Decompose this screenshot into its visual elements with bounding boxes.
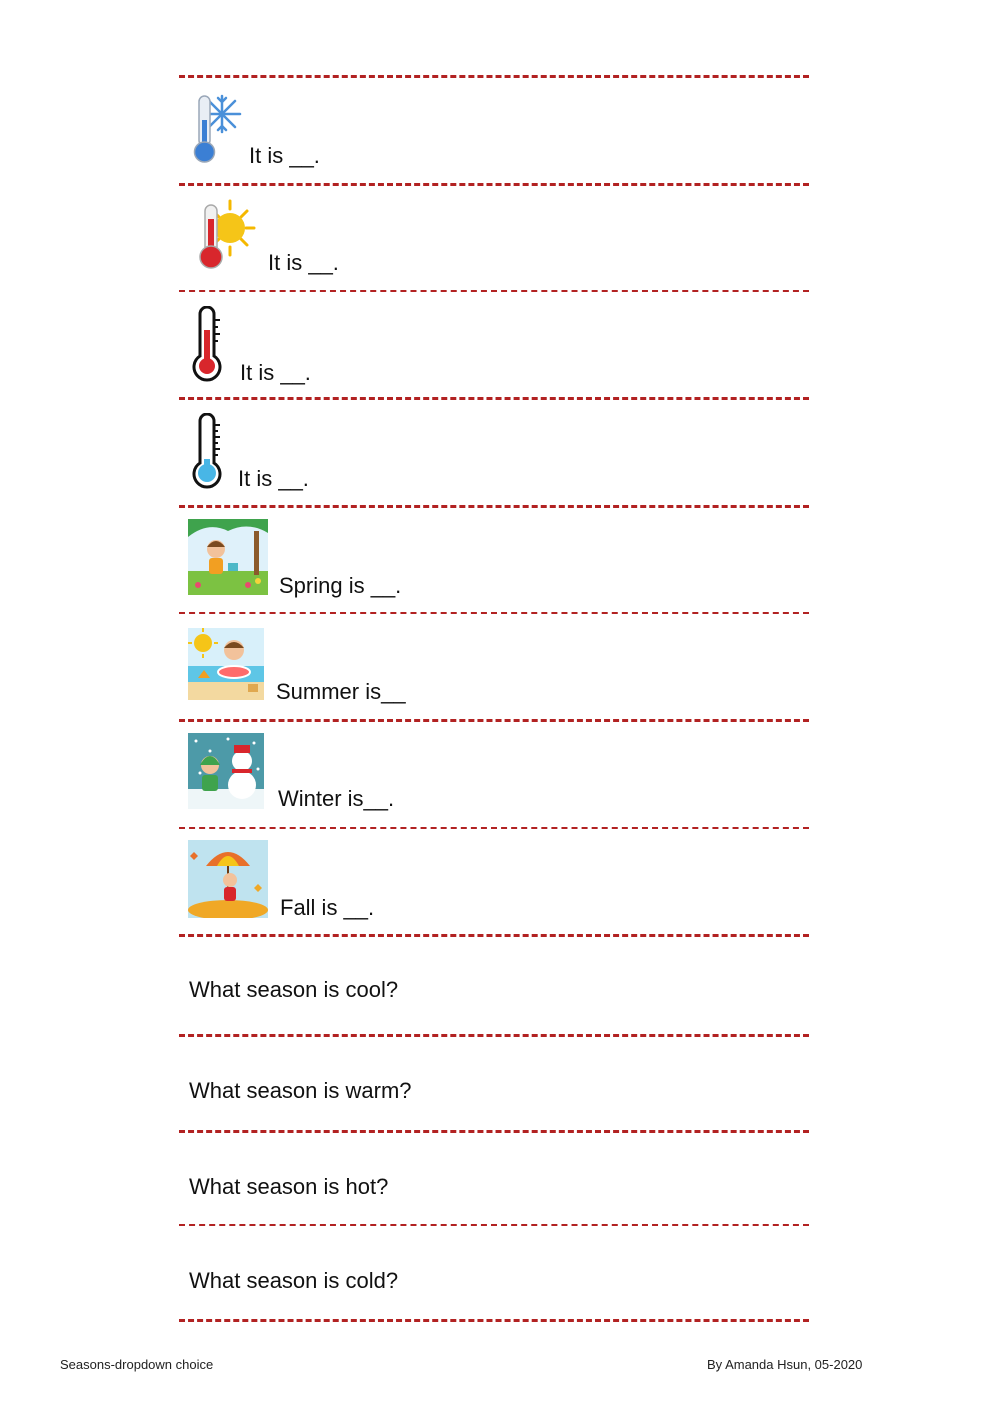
question: What season is cold? xyxy=(189,1268,399,1293)
row-sentence: It is __. xyxy=(238,466,309,491)
row-sentence: It is __. xyxy=(249,143,320,168)
divider xyxy=(179,827,809,829)
footer-author: By Amanda Hsun, 05-2020 xyxy=(707,1357,863,1372)
question: What season is warm? xyxy=(189,1078,412,1103)
footer-title: Seasons-dropdown choice xyxy=(60,1357,214,1372)
summer-picture xyxy=(188,628,264,700)
divider xyxy=(179,1130,809,1133)
hot-thermometer-sun-icon xyxy=(190,199,256,271)
question: What season is cool? xyxy=(189,977,399,1002)
row-sentence: Summer is__ xyxy=(276,679,406,704)
divider xyxy=(179,75,809,78)
fall-picture xyxy=(188,840,268,918)
divider xyxy=(179,290,809,292)
row-sentence: Spring is __. xyxy=(279,573,402,598)
warm-thermometer-icon xyxy=(189,306,225,382)
divider xyxy=(179,1319,809,1322)
divider xyxy=(179,719,809,722)
row-sentence: Winter is__. xyxy=(278,786,395,811)
row-sentence: It is __. xyxy=(240,360,311,385)
cold-thermometer-snowflake-icon xyxy=(188,92,242,164)
divider xyxy=(179,934,809,937)
divider xyxy=(179,1034,809,1037)
spring-picture xyxy=(188,519,268,595)
row-sentence: Fall is __. xyxy=(280,895,375,920)
divider xyxy=(179,1224,809,1226)
divider xyxy=(179,183,809,186)
cool-thermometer-icon xyxy=(189,413,225,489)
winter-picture xyxy=(188,733,264,809)
divider xyxy=(179,612,809,614)
divider xyxy=(179,505,809,508)
question: What season is hot? xyxy=(189,1174,389,1199)
divider xyxy=(179,397,809,400)
row-sentence: It is __. xyxy=(268,250,339,275)
